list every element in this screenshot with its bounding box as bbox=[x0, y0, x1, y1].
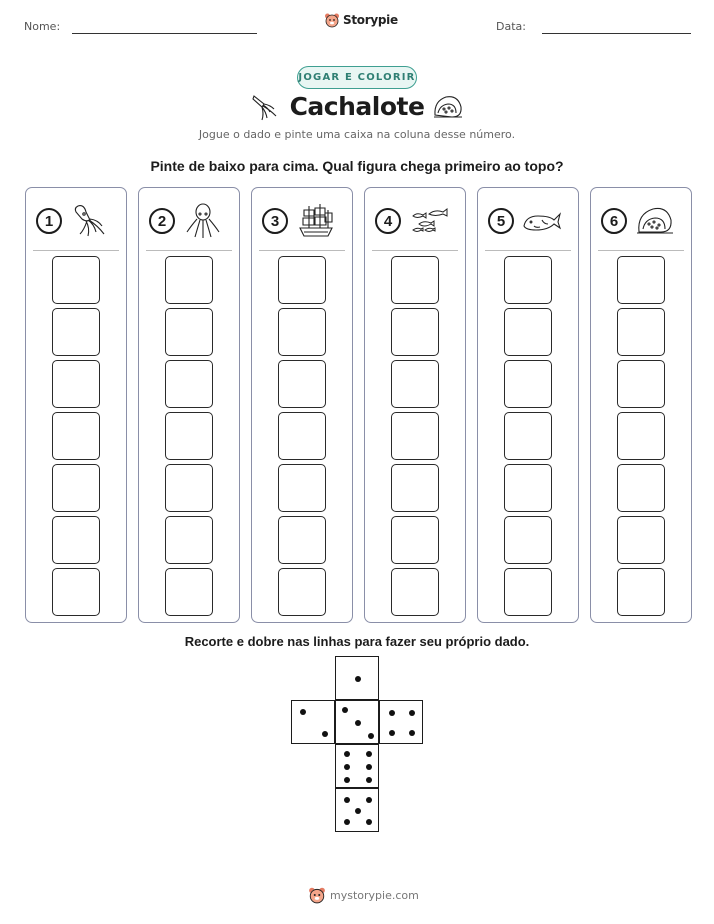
color-box[interactable] bbox=[617, 464, 665, 512]
color-box[interactable] bbox=[617, 412, 665, 460]
die-pip bbox=[409, 710, 415, 716]
die-face-1 bbox=[335, 656, 379, 700]
color-box[interactable] bbox=[504, 464, 552, 512]
name-label: Nome: bbox=[24, 20, 61, 33]
die-pip bbox=[300, 709, 306, 715]
color-box[interactable] bbox=[278, 412, 326, 460]
bear-icon bbox=[308, 886, 326, 904]
die-pip bbox=[342, 707, 348, 713]
color-box[interactable] bbox=[617, 568, 665, 616]
color-box[interactable] bbox=[52, 464, 100, 512]
color-box[interactable] bbox=[391, 360, 439, 408]
octopus-icon bbox=[183, 202, 223, 240]
color-box[interactable] bbox=[165, 308, 213, 356]
color-box[interactable] bbox=[165, 256, 213, 304]
die-face-2 bbox=[291, 700, 335, 744]
color-box[interactable] bbox=[52, 412, 100, 460]
color-box[interactable] bbox=[165, 464, 213, 512]
die-pip bbox=[344, 764, 350, 770]
die-face-4 bbox=[379, 700, 423, 744]
page-title: Cachalote bbox=[289, 92, 425, 121]
color-box[interactable] bbox=[504, 568, 552, 616]
color-box[interactable] bbox=[617, 256, 665, 304]
die-pip bbox=[344, 819, 350, 825]
ship-icon bbox=[296, 202, 336, 240]
column-3 bbox=[251, 187, 353, 623]
die-pip bbox=[366, 797, 372, 803]
game-instruction: Pinte de baixo para cima. Qual figura chega primeiro ao topo? bbox=[150, 158, 564, 174]
die-pip bbox=[355, 808, 361, 814]
column-number: 4 bbox=[375, 208, 401, 234]
die-pip bbox=[409, 730, 415, 736]
die-pip bbox=[366, 819, 372, 825]
die-pip bbox=[344, 797, 350, 803]
footer-url: mystorypie.com bbox=[330, 888, 419, 902]
die-pip bbox=[389, 730, 395, 736]
color-box[interactable] bbox=[278, 360, 326, 408]
color-box[interactable] bbox=[52, 568, 100, 616]
die-pip bbox=[355, 676, 361, 682]
ambergris-icon bbox=[635, 202, 675, 240]
column-6 bbox=[590, 187, 692, 623]
die-pip bbox=[366, 751, 372, 757]
subtitle: Jogue o dado e pinte uma caixa na coluna desse número. bbox=[198, 128, 516, 141]
fish-school-icon bbox=[409, 202, 449, 240]
color-box[interactable] bbox=[391, 516, 439, 564]
brand-name: Storypie bbox=[343, 13, 398, 27]
color-box[interactable] bbox=[504, 360, 552, 408]
cut-instruction: Recorte e dobre nas linhas para fazer seu próprio dado. bbox=[184, 634, 530, 649]
die-pip bbox=[355, 720, 361, 726]
whale-icon bbox=[522, 202, 562, 240]
color-box[interactable] bbox=[391, 308, 439, 356]
squid-icon bbox=[70, 202, 110, 240]
bear-icon bbox=[324, 12, 340, 28]
color-box[interactable] bbox=[391, 464, 439, 512]
color-box[interactable] bbox=[617, 308, 665, 356]
die-pip bbox=[366, 764, 372, 770]
die-pip bbox=[366, 777, 372, 783]
date-line[interactable] bbox=[542, 33, 691, 34]
die-pip bbox=[368, 733, 374, 739]
column-2 bbox=[138, 187, 240, 623]
die-face-3 bbox=[335, 700, 379, 744]
color-box[interactable] bbox=[278, 308, 326, 356]
color-box[interactable] bbox=[391, 256, 439, 304]
brand-logo bbox=[324, 12, 398, 28]
column-1 bbox=[25, 187, 127, 623]
color-box[interactable] bbox=[504, 256, 552, 304]
color-box[interactable] bbox=[391, 568, 439, 616]
color-box[interactable] bbox=[504, 516, 552, 564]
color-box[interactable] bbox=[504, 308, 552, 356]
game-board bbox=[25, 187, 692, 623]
die-face-6 bbox=[335, 744, 379, 788]
color-box[interactable] bbox=[504, 412, 552, 460]
ambergris-icon bbox=[432, 93, 464, 121]
footer bbox=[308, 886, 419, 904]
column-number: 6 bbox=[601, 208, 627, 234]
color-box[interactable] bbox=[278, 516, 326, 564]
color-box[interactable] bbox=[165, 516, 213, 564]
column-5 bbox=[477, 187, 579, 623]
die-pip bbox=[344, 751, 350, 757]
color-box[interactable] bbox=[165, 360, 213, 408]
activity-badge: JOGAR E COLORIR bbox=[297, 66, 417, 89]
color-box[interactable] bbox=[278, 568, 326, 616]
column-number: 2 bbox=[149, 208, 175, 234]
color-box[interactable] bbox=[165, 568, 213, 616]
color-box[interactable] bbox=[52, 360, 100, 408]
color-box[interactable] bbox=[52, 256, 100, 304]
column-4 bbox=[364, 187, 466, 623]
name-line[interactable] bbox=[72, 33, 257, 34]
color-box[interactable] bbox=[52, 308, 100, 356]
column-number: 3 bbox=[262, 208, 288, 234]
color-box[interactable] bbox=[617, 360, 665, 408]
color-box[interactable] bbox=[52, 516, 100, 564]
color-box[interactable] bbox=[617, 516, 665, 564]
column-number: 5 bbox=[488, 208, 514, 234]
die-face-5 bbox=[335, 788, 379, 832]
color-box[interactable] bbox=[391, 412, 439, 460]
die-pip bbox=[389, 710, 395, 716]
date-label: Data: bbox=[496, 20, 526, 33]
color-box[interactable] bbox=[278, 464, 326, 512]
color-box[interactable] bbox=[165, 412, 213, 460]
die-pip bbox=[322, 731, 328, 737]
die-pip bbox=[344, 777, 350, 783]
column-number: 1 bbox=[36, 208, 62, 234]
color-box[interactable] bbox=[278, 256, 326, 304]
